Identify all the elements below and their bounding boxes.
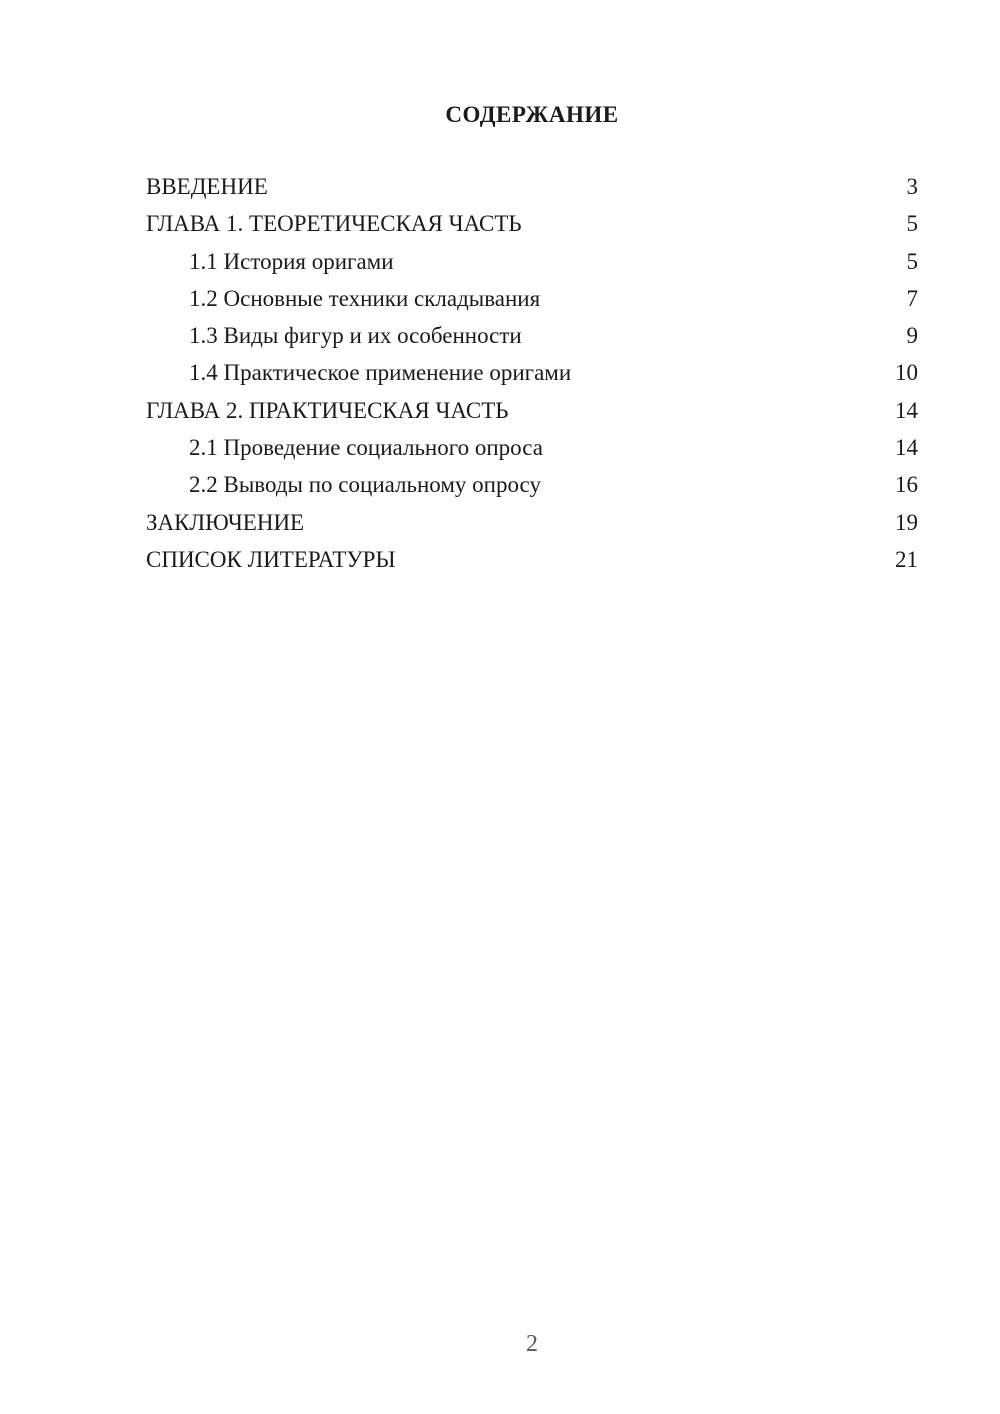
- toc-row-bibliography: [146, 541, 918, 578]
- toc-row-section-1-2: [146, 280, 918, 317]
- toc-row-introduction: [146, 168, 918, 205]
- toc-title: СОДЕРЖАНИЕ: [445, 102, 619, 127]
- toc-entry-label: 2.1 Проведение социального опроса: [189, 435, 543, 461]
- toc-entry-page-number: 9: [906, 323, 918, 349]
- toc-row-section-2-2: [146, 466, 918, 503]
- toc-entry-page-number: 14: [895, 397, 918, 423]
- toc-entry-page-number: 5: [906, 248, 918, 274]
- toc-row-section-2-1: [146, 429, 918, 466]
- toc-entry-label: ГЛАВА 1. ТЕОРЕТИЧЕСКАЯ ЧАСТЬ: [146, 211, 522, 237]
- toc-row-section-1-1: [146, 243, 918, 280]
- toc-entry-label: СПИСОК ЛИТЕРАТУРЫ: [146, 546, 396, 572]
- toc-entry-page-number: 16: [895, 472, 918, 498]
- toc-entry-page-number: 19: [895, 509, 918, 535]
- footer-page-number: 2: [526, 1331, 538, 1357]
- toc-entry-label: 1.4 Практическое применение оригами: [189, 360, 572, 386]
- toc-entry-page-number: 5: [906, 211, 918, 237]
- toc-row-chapter-1: [146, 205, 918, 242]
- toc-entry-label: ВВЕДЕНИЕ: [146, 174, 268, 199]
- toc-entry-label: 1.1 История оригами: [189, 248, 394, 274]
- toc-row-section-1-3: [146, 317, 918, 354]
- toc-entry-label: 1.3 Виды фигур и их особенности: [189, 323, 522, 349]
- toc-entry-page-number: 14: [895, 435, 918, 461]
- toc-entry-label: 2.2 Выводы по социальному опросу: [189, 472, 541, 498]
- toc-entry-page-number: 21: [895, 546, 918, 572]
- toc-entry-page-number: 3: [906, 174, 918, 199]
- toc-row-chapter-2: [146, 392, 918, 429]
- toc-entry-page-number: 10: [895, 360, 918, 386]
- toc-row-section-1-4: [146, 354, 918, 391]
- toc-list: [146, 168, 918, 578]
- toc-entry-label: ГЛАВА 2. ПРАКТИЧЕСКАЯ ЧАСТЬ: [146, 397, 509, 423]
- toc-entry-page-number: 7: [906, 285, 918, 311]
- toc-entry-label: ЗАКЛЮЧЕНИЕ: [146, 509, 305, 535]
- toc-entry-label: 1.2 Основные техники складывания: [189, 285, 541, 311]
- toc-row-conclusion: [146, 504, 918, 541]
